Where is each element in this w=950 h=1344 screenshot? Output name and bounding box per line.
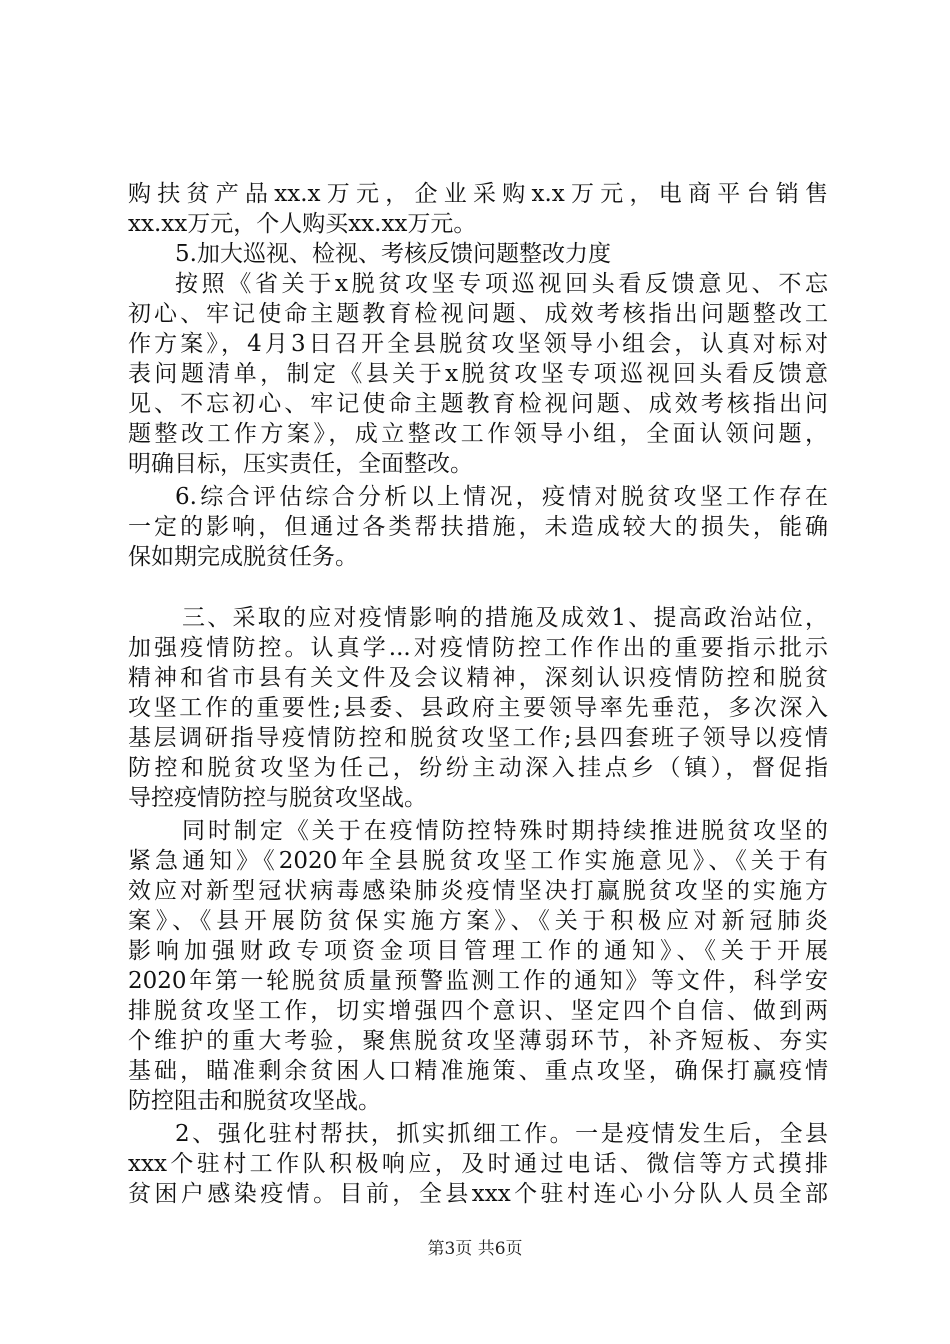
text-line: 导控疫情防控与脱贫攻坚战。 (128, 785, 427, 811)
text-line: 基础，瞄准剩余贫困人口精准施策、重点攻坚，确保打赢疫情 (128, 1058, 828, 1084)
text-line: 初心、牢记使命主题教育检视问题、成效考核指出问题整改工 (128, 301, 828, 327)
text-line: 防控阻击和脱贫攻坚战。 (128, 1088, 381, 1114)
text-line: 表问题清单，制定《县关于x脱贫攻坚专项巡视回头看反馈意 (128, 361, 828, 387)
text-line: 影响加强财政专项资金项目管理工作的通知》、《关于开展 (128, 938, 828, 964)
text-line: 加强疫情防控。认真学...对疫情防控工作作出的重要指示批示 (128, 635, 828, 661)
text-line: 作方案》，4月3日召开全县脱贫攻坚领导小组会，认真对标对 (128, 331, 828, 357)
text-line: 购扶贫产品xx.x万元，企业采购x.x万元，电商平台销售 (128, 181, 828, 207)
text-line: 2020年第一轮脱贫质量预警监测工作的通知》等文件，科学安 (128, 968, 828, 994)
paragraph-first-line: 按照《省关于x脱贫攻坚专项巡视回头看反馈意见、不忘 (175, 271, 828, 297)
text-line: 基层调研指导疫情防控和脱贫攻坚工作;县四套班子领导以疫情 (128, 725, 828, 751)
text-line: 个维护的重大考验，聚焦脱贫攻坚薄弱环节，补齐短板、夯实 (128, 1028, 828, 1054)
text-line: xx.xx万元，个人购买xx.xx万元。 (128, 211, 477, 237)
section-heading: 5.加大巡视、检视、考核反馈问题整改力度 (175, 241, 611, 267)
paragraph-first-line: 三、采取的应对疫情影响的措施及成效1、提高政治站位， (182, 605, 828, 631)
text-line: 攻坚工作的重要性;县委、县政府主要领导率先垂范，多次深入 (128, 695, 828, 721)
page-number-footer: 第3页 共6页 (427, 1239, 523, 1259)
text-line: 紧急通知》《2020年全县脱贫攻坚工作实施意见》、《关于有 (128, 848, 828, 874)
text-line: 贫困户感染疫情。目前，全县xxx个驻村连心小分队人员全部 (128, 1181, 828, 1207)
text-line: 见、不忘初心、牢记使命主题教育检视问题、成效考核指出问 (128, 391, 828, 417)
text-line: xxx个驻村工作队积极响应，及时通过电话、微信等方式摸排 (128, 1151, 828, 1177)
paragraph-first-line: 2、强化驻村帮扶，抓实抓细工作。一是疫情发生后，全县 (175, 1121, 828, 1147)
text-line: 一定的影响，但通过各类帮扶措施，未造成较大的损失，能确 (128, 514, 828, 540)
text-line: 效应对新型冠状病毒感染肺炎疫情坚决打赢脱贫攻坚的实施方 (128, 878, 828, 904)
text-line: 精神和省市县有关文件及会议精神，深刻认识疫情防控和脱贫 (128, 665, 828, 691)
text-line: 题整改工作方案》，成立整改工作领导小组，全面认领问题， (128, 421, 828, 447)
text-line: 防控和脱贫攻坚为任己，纷纷主动深入挂点乡（镇），督促指 (128, 755, 828, 781)
text-line: 明确目标，压实责任，全面整改。 (128, 451, 473, 477)
text-line: 案》、《县开展防贫保实施方案》、《关于积极应对新冠肺炎 (128, 908, 828, 934)
paragraph-first-line: 6.综合评估综合分析以上情况，疫情对脱贫攻坚工作存在 (175, 484, 828, 510)
text-line: 保如期完成脱贫任务。 (128, 544, 358, 570)
text-line: 排脱贫攻坚工作，切实增强四个意识、坚定四个自信、做到两 (128, 998, 828, 1024)
paragraph-first-line: 同时制定《关于在疫情防控特殊时期持续推进脱贫攻坚的 (182, 818, 828, 844)
